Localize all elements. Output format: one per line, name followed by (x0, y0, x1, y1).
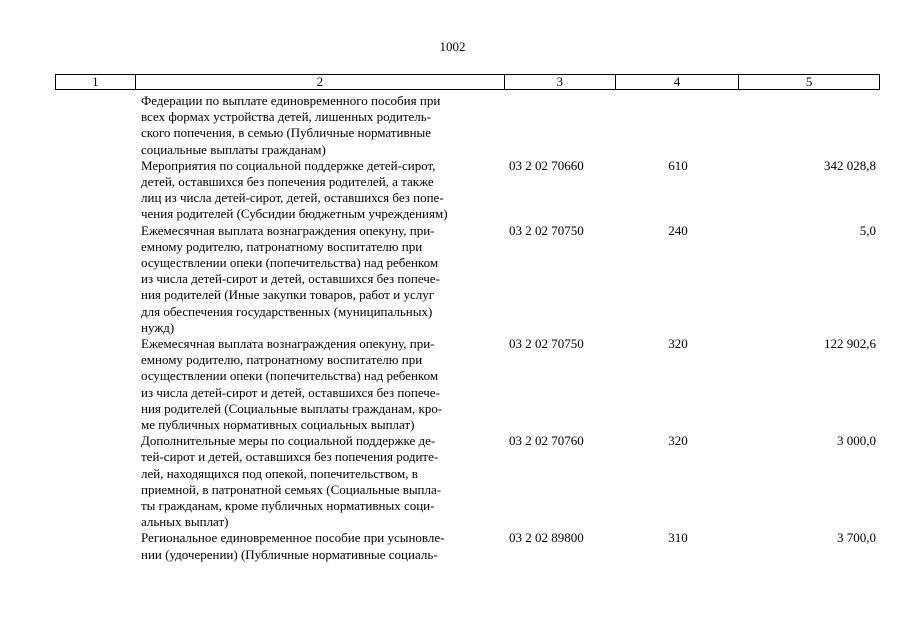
row-description: Дополнительные меры по социальной поддержке де- тей-сирот и детей, оставшихся без попечения родите- лей, находящихся под опекой, попечительством, в приемной, в патронатной семьях (Социальные выпла- ты гражданам, кроме публичных нормативных соци- альных выплат) (141, 433, 442, 530)
row-amount: 342 028,8 (824, 157, 876, 173)
header-col-3: 3 (505, 75, 616, 89)
header-col-2: 2 (136, 75, 505, 89)
table-row (55, 433, 880, 530)
header-col-1: 1 (56, 75, 136, 89)
row-code: 03 2 02 70750 (509, 336, 584, 352)
table-row (55, 530, 880, 562)
table-row (55, 336, 880, 433)
row-type: 320 (668, 336, 688, 352)
header-col-5: 5 (805, 74, 813, 89)
row-description: Ежемесячная выплата вознаграждения опекуну, при- емному родителю, патронатному воспитателю при осуществлении опеки (попечительства) над ребенком из числа детей-сирот и детей, оставшихся без попече- ния родителей (Социальные выплаты гражданам, кро- ме публичных нормативных социальных выплат) (141, 336, 443, 433)
page-number: 1002 (439, 39, 466, 54)
row-code: 03 2 02 70750 (509, 222, 584, 238)
row-code (505, 93, 616, 158)
row-description: Ежемесячная выплата вознаграждения опекуну, при- емному родителю, патронатному воспитателю при осуществлении опеки (попечительства) над ребенком из числа детей-сирот и детей, оставшихся без попече- ния родителей (Иные закупки товаров, работ и услуг для обеспечения государственных (муниципальных) нужд) (141, 222, 440, 335)
row-type: 320 (668, 433, 688, 449)
row-code: 03 2 02 89800 (509, 530, 584, 546)
row-amount: 122 902,6 (824, 336, 876, 352)
row-code: 03 2 02 70760 (509, 433, 584, 449)
row-amount: 3 000,0 (837, 433, 876, 449)
row-type: 240 (668, 222, 688, 238)
row-amount: 3 700,0 (837, 530, 876, 546)
row-description: Федерации по выплате единовременного пособия при всех формах устройства детей, лишенных родитель- ского попечения, в семью (Публичные нормативные социальные выплаты гражданам) (141, 93, 441, 157)
table-row (55, 223, 880, 336)
row-type: 610 (668, 157, 688, 173)
row-amount: 5,0 (859, 222, 876, 238)
header-col-4: 4 (616, 75, 740, 89)
row-type: 310 (668, 530, 688, 546)
row-amount (740, 93, 880, 158)
row-code: 03 2 02 70660 (509, 157, 584, 173)
table-row (55, 158, 880, 223)
row-description: Мероприятия по социальной поддержке детей-сирот, детей, оставшихся без попечения родителей, а также лиц из числа детей-сирот, детей, оставшихся без попе- чения родителей (Субсидии бюджетным учреждениям) (141, 157, 448, 222)
table-header-row (55, 74, 880, 90)
table-body (55, 93, 880, 563)
row-description: Региональное единовременное пособие при усыновле- нии (удочерении) (Публичные нормативные социаль- (141, 530, 445, 562)
table-row (55, 93, 880, 158)
row-type (616, 93, 740, 158)
